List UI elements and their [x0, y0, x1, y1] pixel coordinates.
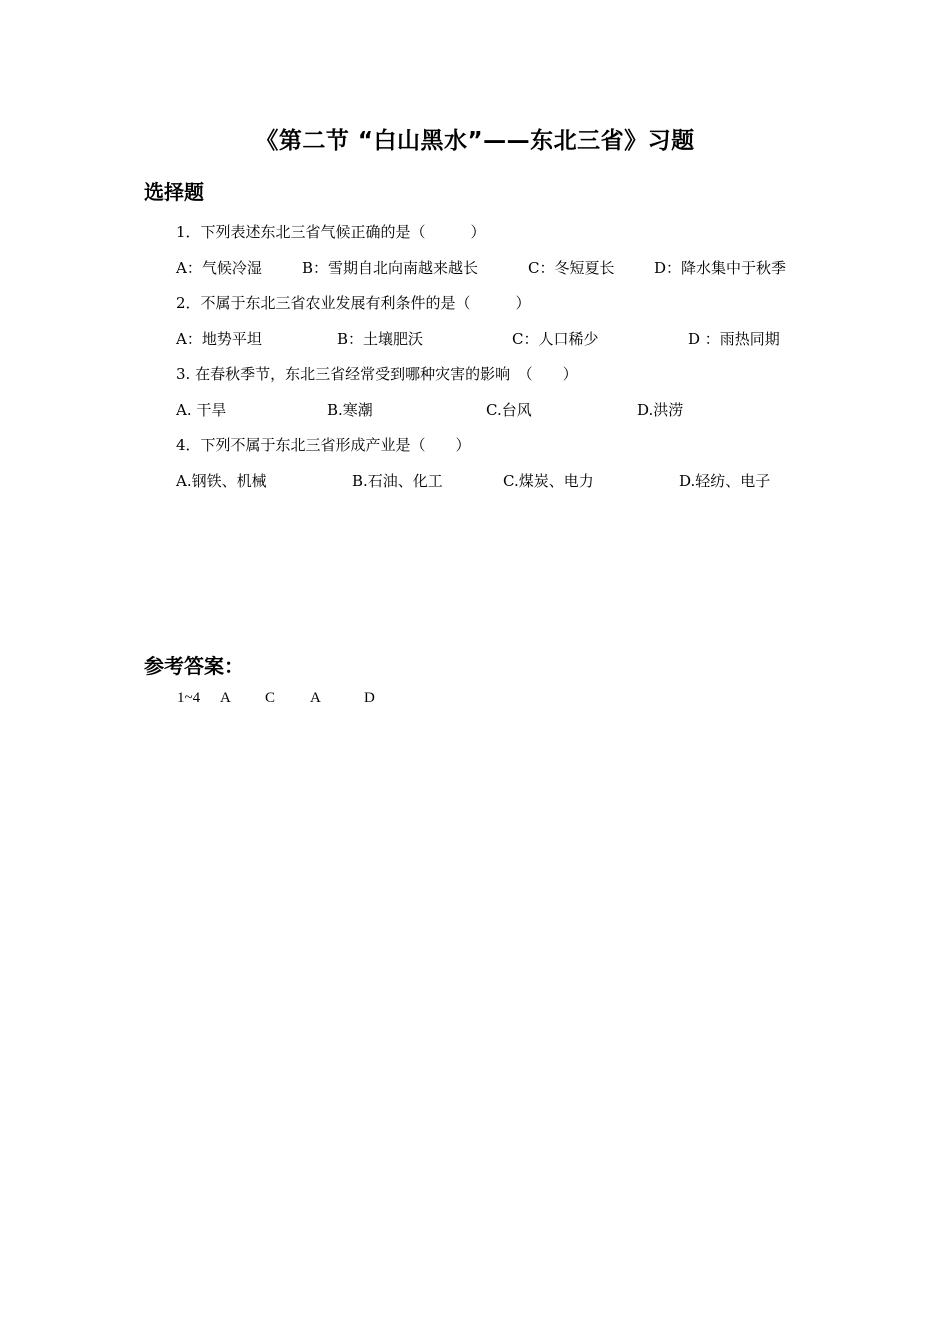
question-3-text: 3. 在春秋季节，东北三省经常受到哪种灾害的影响 （ ）	[176, 365, 578, 383]
question-3-option-b: B.寒潮	[327, 401, 373, 419]
question-1-option-b: B：雪期自北向南越来越长	[302, 259, 479, 277]
question-3-option-c: C.台风	[486, 401, 532, 419]
answer-2: C	[265, 690, 276, 706]
answer-3: A	[310, 690, 321, 706]
question-2-option-d: D ：雨热同期	[688, 330, 780, 348]
answer-4: D	[364, 690, 375, 706]
answer-1: A	[220, 690, 231, 706]
answer-range: 1~4	[177, 690, 201, 706]
question-1-option-c: C：冬短夏长	[528, 259, 615, 277]
question-4-option-d: D.轻纺、电子	[679, 472, 771, 490]
question-2-option-a: A：地势平坦	[176, 330, 262, 348]
question-4-option-c: C.煤炭、电力	[503, 472, 594, 490]
question-1-option-d: D：降水集中于秋季	[654, 259, 787, 277]
question-2-option-b: B：土壤肥沃	[337, 330, 424, 348]
question-3-option-a: A. 干旱	[176, 401, 227, 419]
question-2-option-c: C：人口稀少	[512, 330, 599, 348]
question-3-option-d: D.洪涝	[637, 401, 684, 419]
question-1-text: 1．下列表述东北三省气候正确的是（ ）	[176, 223, 486, 241]
section-heading: 选择题	[144, 180, 204, 204]
question-4-text: 4．下列不属于东北三省形成产业是（ ）	[176, 436, 471, 454]
question-4-option-b: B.石油、化工	[352, 472, 443, 490]
page-title: 《第二节 “白山黑水”——东北三省》习题	[255, 128, 695, 154]
question-4-option-a: A.钢铁、机械	[176, 472, 267, 490]
question-1-option-a: A：气候冷湿	[176, 259, 262, 277]
answer-heading: 参考答案：	[144, 654, 244, 678]
question-2-text: 2．不属于东北三省农业发展有利条件的是（ ）	[176, 294, 531, 312]
